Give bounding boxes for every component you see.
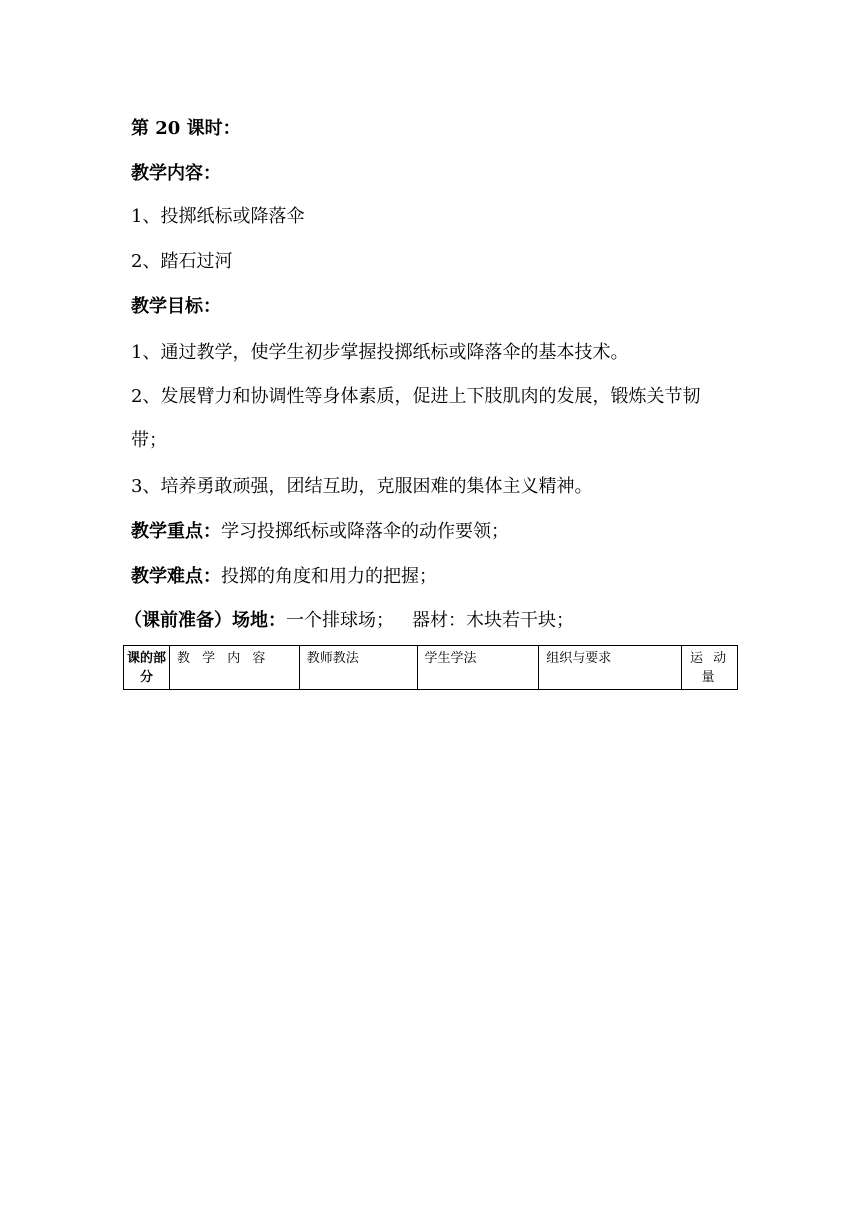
table-header-cell: 教 学 内 容 (169, 646, 299, 690)
preparation-label: （课前准备）场地： (124, 610, 286, 631)
objectives-heading: 教学目标： (131, 296, 221, 317)
preparation-venue: 一个排球场； (286, 610, 394, 631)
table-header-cell: 组织与要求 (539, 646, 682, 690)
key-point-label: 教学重点： (131, 521, 221, 542)
table-header-cell: 课的部分 (124, 646, 170, 690)
preparation (124, 609, 574, 633)
objective-item-2: 2、发展臂力和协调性等身体素质，促进上下肢肌肉的发展，锻炼关节韧带； (131, 386, 701, 451)
difficulty (131, 565, 437, 589)
content-item-1: 1、投掷纸标或降落伞 (131, 206, 305, 227)
preparation-equipment-label: 器材： (412, 610, 466, 631)
key-point (131, 520, 509, 544)
preparation-equipment: 木块若干块； (466, 610, 574, 631)
key-point-text: 学习投掷纸标或降落伞的动作要领； (221, 521, 509, 542)
content-heading: 教学内容： (131, 163, 221, 184)
objective-item-3: 3、培养勇敢顽强，团结互助，克服困难的集体主义精神。 (131, 476, 593, 497)
table-header-row (124, 646, 738, 690)
objective-item-1: 1、通过教学，使学生初步掌握投掷纸标或降落伞的基本技术。 (131, 342, 629, 363)
lesson-plan-table (123, 645, 738, 690)
table-header-cell: 教师教法 (299, 646, 417, 690)
difficulty-text: 投掷的角度和用力的把握； (221, 566, 437, 587)
table-header-cell: 运 动 量 (682, 646, 738, 690)
content-item-2: 2、踏石过河 (131, 251, 233, 272)
difficulty-label: 教学难点： (131, 566, 221, 587)
table-header-cell: 学生学法 (417, 646, 539, 690)
lesson-number: 第 20 课时： (131, 118, 241, 139)
